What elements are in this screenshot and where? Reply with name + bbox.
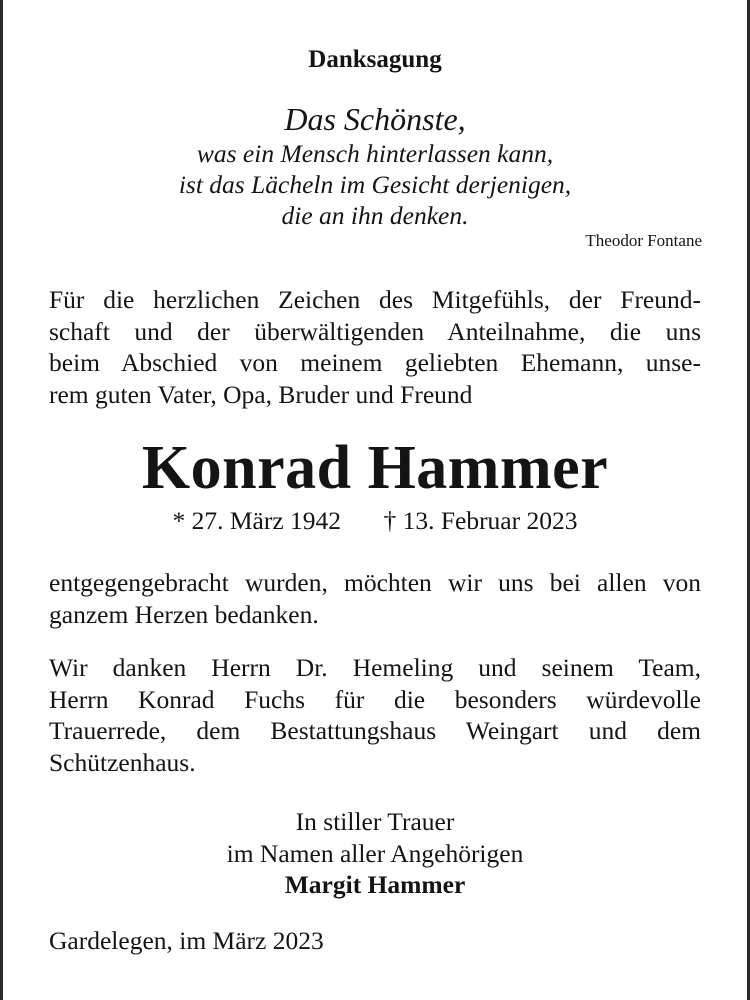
birth-date: * 27. März 1942 bbox=[172, 506, 342, 535]
text-line: entgegengebracht wurden, möchten wir uns bei allen von bbox=[49, 568, 701, 597]
text-line: schaft und der überwältigenden Anteilnahme, die uns bbox=[49, 316, 701, 346]
closing-line: im Namen aller Angehörigen bbox=[226, 838, 524, 868]
text-line: Wir danken Herrn Dr. Hemeling und seinem Team, bbox=[49, 653, 701, 682]
acknowledgements-paragraph bbox=[49, 652, 701, 778]
text-line: ganzem Herzen bedanken. bbox=[49, 599, 319, 629]
text-line: Für die herzlichen Zeichen des Mitgefühls, der Freund- bbox=[49, 285, 701, 314]
closing-line: In stiller Trauer bbox=[295, 807, 455, 836]
thanks-paragraph bbox=[49, 567, 701, 630]
text-line: Herrn Konrad Fuchs für die besonders würdevolle bbox=[49, 684, 701, 714]
notice-heading: Danksagung bbox=[308, 46, 442, 73]
quote-line: was ein Mensch hinterlassen kann, bbox=[196, 139, 554, 168]
intro-paragraph bbox=[49, 284, 701, 410]
text-line: Trauerrede, dem Bestattungshaus Weingart und dem bbox=[49, 716, 701, 745]
life-dates bbox=[0, 505, 750, 537]
quote-block bbox=[0, 100, 750, 231]
quote-line: ist das Lächeln im Gesicht derjenigen, bbox=[178, 170, 572, 199]
quote-line: die an ihn denken. bbox=[281, 201, 469, 230]
text-line: beim Abschied von meinem geliebten Ehemann, unse- bbox=[49, 348, 701, 377]
text-line: rem guten Vater, Opa, Bruder und Freund bbox=[49, 379, 473, 409]
text-line: Schützenhaus. bbox=[49, 747, 196, 777]
signer-name: Margit Hammer bbox=[284, 870, 466, 899]
deceased-name: Konrad Hammer bbox=[141, 434, 609, 502]
place-and-date: Gardelegen, im März 2023 bbox=[49, 926, 324, 955]
quote-author: Theodor Fontane bbox=[585, 231, 702, 250]
quote-line: Das Schönste, bbox=[284, 101, 466, 137]
closing-block bbox=[0, 806, 750, 901]
death-date: † 13. Februar 2023 bbox=[383, 506, 578, 535]
